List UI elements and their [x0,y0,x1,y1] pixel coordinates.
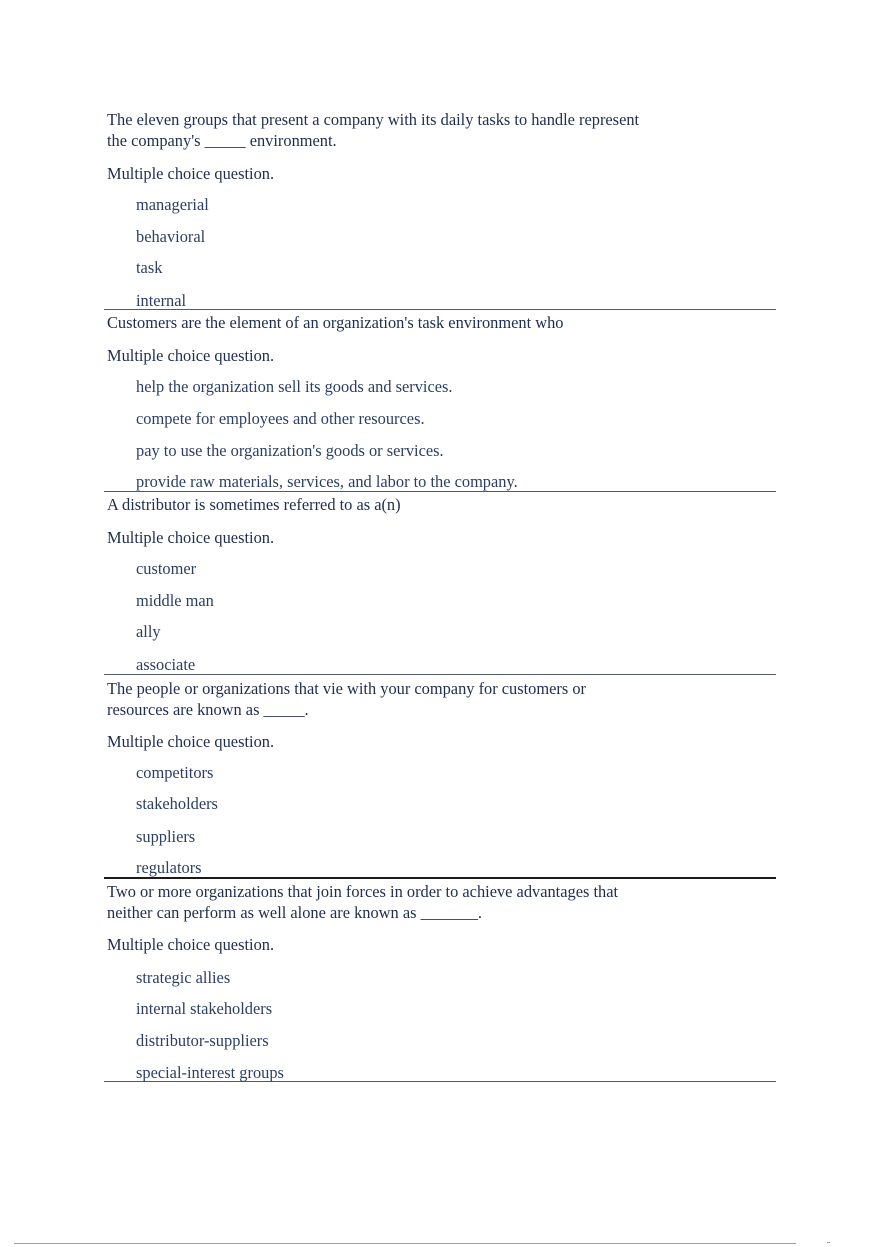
answer-option[interactable]: provide raw materials, services, and labor to the company. [136,472,518,491]
question-type-label: Multiple choice question. [107,164,275,183]
answer-option[interactable]: customer [136,559,197,578]
question-type-label: Multiple choice question. [107,935,275,954]
answer-option[interactable]: help the organization sell its goods and services. [136,377,453,396]
question-block-5 [104,880,776,1082]
question-prompt: The eleven groups that present a company with its daily tasks to handle represent the company's _____ environment. [107,110,640,150]
footer-divider [14,1243,796,1244]
question-type-label: Multiple choice question. [107,346,275,365]
question-prompt: Customers are the element of an organization's task environment who [107,313,564,332]
question-prompt: Two or more organizations that join forces in order to achieve advantages that neither can perform as well alone are known as _______. [107,882,619,922]
footer-mark [827,1242,830,1243]
answer-option[interactable]: behavioral [136,227,206,246]
answer-option[interactable]: suppliers [136,827,196,846]
answer-option[interactable]: internal [136,291,187,310]
answer-option[interactable]: compete for employees and other resources. [136,409,425,428]
question-prompt: The people or organizations that vie with your company for customers or resources are known as _____. [107,679,586,719]
answer-option[interactable]: task [136,258,163,277]
answer-option[interactable]: strategic allies [136,968,231,987]
answer-option[interactable]: associate [136,655,196,674]
answer-option[interactable]: internal stakeholders [136,999,273,1018]
question-type-label: Multiple choice question. [107,732,275,751]
question-block-4 [104,676,776,879]
question-block-1 [104,108,776,310]
question-prompt: A distributor is sometimes referred to as a(n) [107,495,401,514]
answer-option[interactable]: distributor-suppliers [136,1031,269,1050]
answer-option[interactable]: regulators [136,858,202,877]
question-block-2 [104,311,776,492]
answer-option[interactable]: competitors [136,763,214,782]
answer-option[interactable]: ally [136,622,161,641]
question-block-3 [104,493,776,675]
question-type-label: Multiple choice question. [107,528,275,547]
answer-option[interactable]: pay to use the organization's goods or services. [136,441,444,460]
answer-option[interactable]: special-interest groups [136,1063,284,1082]
answer-option[interactable]: managerial [136,195,209,214]
answer-option[interactable]: stakeholders [136,794,218,813]
answer-option[interactable]: middle man [136,591,214,610]
